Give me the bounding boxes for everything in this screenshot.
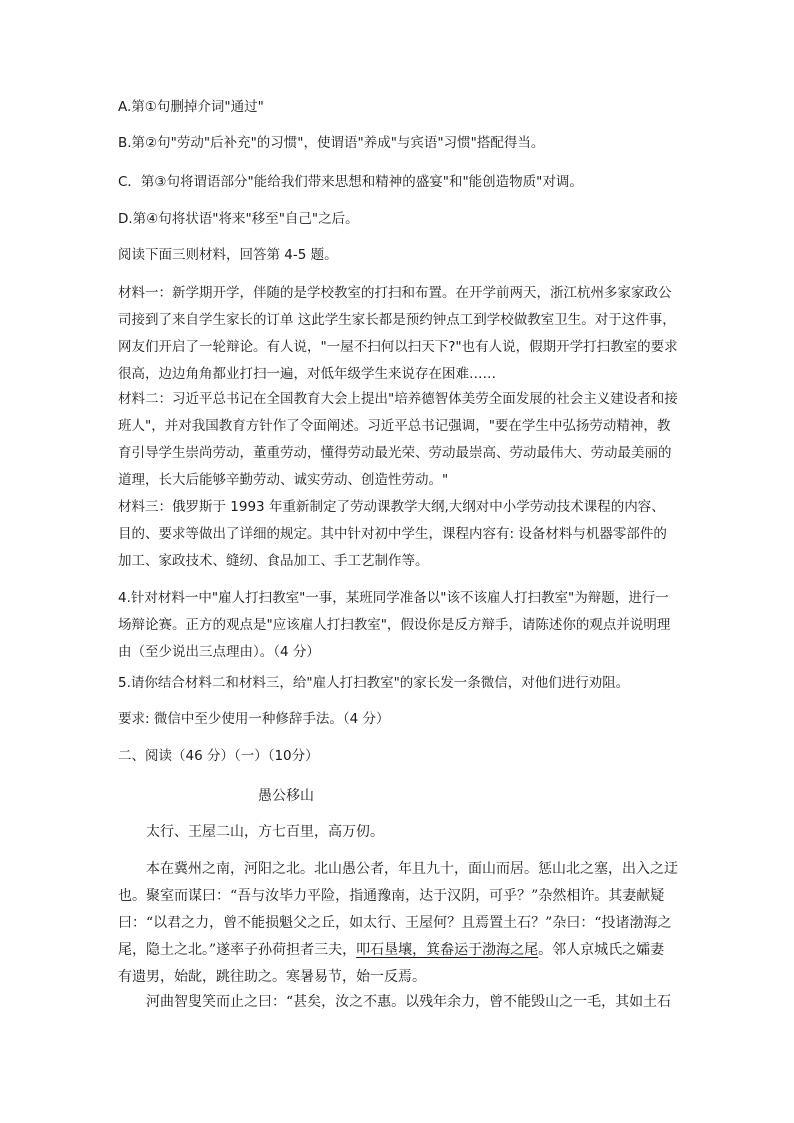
passage-title: 愚公移山 bbox=[258, 788, 314, 804]
underlined-phrase: 叩石垦壤，箕畚运于渤海之尾 bbox=[356, 942, 539, 958]
option-d: D.第④句将状语"将来"移至"自己"之后。 bbox=[118, 211, 359, 227]
material-three: 材料三：俄罗斯于 1993 年重新制定了劳动课教学大纲,大纲对中小学劳动技术课程的内容、目的、要求等做出了详细的规定。其中针对初中学生，课程内容有: 设备材料与机器零部件的加工、家政技术、缝纫、食品加工、手工艺制作等。 bbox=[118, 499, 667, 569]
option-b: B.第②句"劳动"后补充"的习惯"，使谓语"养成"与宾语"习惯"搭配得当。 bbox=[118, 135, 545, 151]
material-one: 材料一：新学期开学，伴随的是学校教室的打扫和布置。在开学前两天，浙江杭州多家家政公司接到了来自学生家长的订单 这此学生家长都是预约钟点工到学校做教室卫生。对于这件事，网友们开启了一轮辩论。有人说，"一屋不扫何以扫天下?"也有人说，假期开学打扫教室的要求很高，边边角角都业打扫一遍，对低年级学生来说存在困难…… bbox=[118, 285, 678, 382]
question-4: 4.针对材料一中"雇人打扫教室"一事，某班同学准备以"该不该雇人打扫教室"为辩题，进行一场辩论赛。正方的观点是"应该雇人打扫教室"，假设你是反方辩手，请陈述你的观点并说明理由（至少说出三点理由）。（4 分） bbox=[118, 590, 671, 660]
material-two: 材料二：习近平总书记在全国教育大会上提出"培养德智体美劳全面发展的社会主义建设者和接班人"，并对我国教育方针作了令面阐述。习近平总书记强调，"要在学生中弘扬劳动精神，教育引导学生崇尚劳动，董重劳动，懂得劳动最光荣、劳动最崇高、劳动最伟大、劳动最美丽的道理，长大后能够辛勤劳动、诚实劳动、创造性劳动。" bbox=[118, 391, 678, 488]
paragraph-2-text: 本在冀州之南，河阳之北。北山愚公者，年且九十，面山而居。惩山北之塞，出入之迂也。聚室而谋曰：“吾与汝毕力平险，指通豫南，达于汉阴，可乎？”杂然相许。其妻献疑曰：“以君之力，曾不能损魁父之丘，如太行、王屋何？且焉置土石？”杂曰：“投诸渤海之尾，隐土之北。”遂率子孙荷担者三夫， bbox=[118, 861, 678, 958]
section-heading: 二、阅读（46 分）（一）（10分） bbox=[118, 748, 319, 764]
passage-paragraph-3: 河曲智叟笑而止之曰：“甚矣，汝之不惠。以残年余力，曾不能毁山之一毛，其如土石 bbox=[146, 994, 672, 1010]
reading-instruction: 阅读下面三则材料，回答第 4-5 题。 bbox=[118, 247, 338, 263]
question-5-requirement: 要求: 微信中至少使用一种修辞手法。（4 分） bbox=[118, 711, 390, 727]
passage-paragraph-1: 太行、王屋二山，方七百里，高万仞。 bbox=[146, 824, 384, 840]
option-c: C．第③句将谓语部分"能给我们带来思想和精神的盛宴"和"能创造物质"对调。 bbox=[118, 174, 583, 190]
paragraph-2-tail: 。邻人京城氏之孀妻有遗男，始龀，跳往助之。寒暑易节，始一反焉。 bbox=[118, 942, 665, 985]
option-a: A.第①句删掉介词"通过" bbox=[118, 99, 264, 115]
passage-paragraph-2 bbox=[118, 856, 678, 991]
question-5: 5.请你结合材料二和材料三，给"雇人打扫教室"的家长发一条微信，对他们进行劝阻。 bbox=[118, 675, 630, 691]
